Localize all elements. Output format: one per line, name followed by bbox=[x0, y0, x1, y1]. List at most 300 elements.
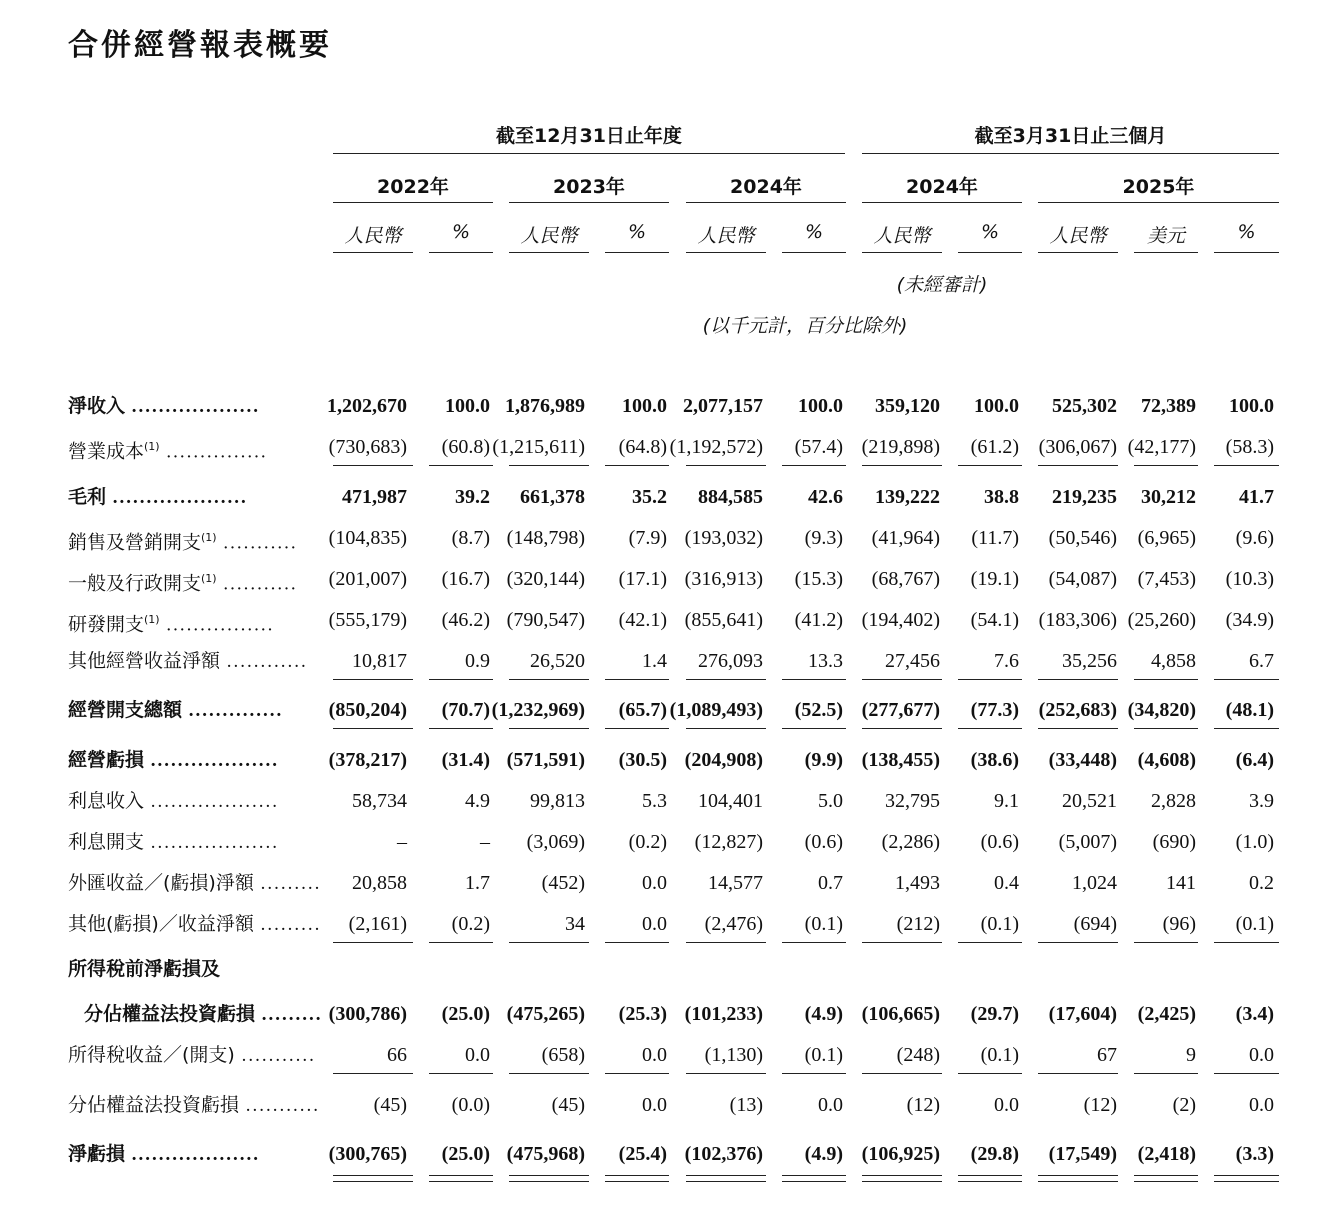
table-cell: 99,813 bbox=[530, 790, 585, 812]
table-cell: 219,235 bbox=[1052, 486, 1117, 508]
table-cell: (106,925) bbox=[861, 1143, 940, 1165]
total-double-rule bbox=[1134, 1175, 1198, 1182]
table-cell: 5.3 bbox=[642, 790, 667, 812]
table-cell: (219,898) bbox=[861, 436, 940, 458]
total-double-rule bbox=[1038, 1175, 1118, 1182]
table-row bbox=[0, 909, 1330, 939]
units-note: (以千元計，百分比除外) bbox=[702, 315, 908, 337]
year-header-2022: 2022年 bbox=[377, 176, 449, 198]
table-cell: 1,493 bbox=[895, 872, 940, 894]
subtotal-rule bbox=[429, 679, 493, 680]
table-cell: (2,476) bbox=[704, 913, 763, 935]
table-cell: (2,286) bbox=[881, 831, 940, 853]
table-cell: 1.7 bbox=[465, 872, 490, 894]
table-cell: (0.2) bbox=[451, 913, 490, 935]
table-cell: 1,024 bbox=[1072, 872, 1117, 894]
subtotal-rule bbox=[862, 942, 942, 943]
subtotal-rule bbox=[958, 679, 1022, 680]
subtotal-rule bbox=[1134, 465, 1198, 466]
subtotal-rule bbox=[782, 942, 846, 943]
subtotal-rule bbox=[958, 1073, 1022, 1074]
table-cell: (2,425) bbox=[1137, 1003, 1196, 1025]
subtotal-rule bbox=[1134, 679, 1198, 680]
table-cell: (34,820) bbox=[1127, 699, 1196, 721]
table-cell: (1.0) bbox=[1235, 831, 1274, 853]
table-cell: (0.1) bbox=[1235, 913, 1274, 935]
table-cell: (106,665) bbox=[861, 1003, 940, 1025]
table-cell: (12) bbox=[906, 1094, 940, 1116]
table-cell: (790,547) bbox=[506, 609, 585, 631]
table-cell: 2,077,157 bbox=[683, 395, 763, 417]
table-row bbox=[0, 523, 1330, 553]
table-cell: 0.0 bbox=[642, 1044, 667, 1066]
table-cell: 32,795 bbox=[885, 790, 940, 812]
table-cell: (193,032) bbox=[684, 527, 763, 549]
table-cell: (7.9) bbox=[628, 527, 667, 549]
table-cell: (54.1) bbox=[970, 609, 1019, 631]
currency-header: 人民幣 bbox=[1049, 225, 1107, 247]
table-cell: 27,456 bbox=[885, 650, 940, 672]
table-cell: 141 bbox=[1166, 872, 1196, 894]
row-label: 毛利 .................... bbox=[68, 486, 248, 508]
table-cell: 1.4 bbox=[642, 650, 667, 672]
table-cell: (16.7) bbox=[441, 568, 490, 590]
table-cell: (378,217) bbox=[328, 749, 407, 771]
total-double-rule bbox=[1214, 1175, 1279, 1182]
table-cell: 0.0 bbox=[642, 1094, 667, 1116]
table-cell: (4,608) bbox=[1137, 749, 1196, 771]
table-cell: (104,835) bbox=[328, 527, 407, 549]
table-cell: 1,876,989 bbox=[505, 395, 585, 417]
row-label: 其他(虧損)／收益淨額 ......... bbox=[68, 913, 322, 935]
table-row bbox=[0, 786, 1330, 816]
row-label: 外匯收益／(虧損)淨額 ......... bbox=[68, 872, 322, 894]
table-cell: (17.1) bbox=[618, 568, 667, 590]
group-underline-quarter bbox=[862, 153, 1279, 154]
table-cell: (61.2) bbox=[970, 436, 1019, 458]
subtotal-rule bbox=[686, 1073, 766, 1074]
table-cell: (0.1) bbox=[980, 913, 1019, 935]
usd-header: 美元 bbox=[1146, 225, 1185, 247]
subtotal-rule bbox=[1134, 1073, 1198, 1074]
table-cell: (248) bbox=[896, 1044, 940, 1066]
subtotal-rule bbox=[862, 465, 942, 466]
table-cell: 0.4 bbox=[994, 872, 1019, 894]
subtotal-rule bbox=[605, 728, 669, 729]
row-label: 一般及行政開支$^{(1)}$ ........... bbox=[68, 572, 298, 595]
table-cell: 0.0 bbox=[818, 1094, 843, 1116]
subtotal-rule bbox=[686, 728, 766, 729]
table-cell: (452) bbox=[541, 872, 585, 894]
table-cell: (850,204) bbox=[328, 699, 407, 721]
table-cell: 39.2 bbox=[455, 486, 490, 508]
table-cell: 0.0 bbox=[1249, 1044, 1274, 1066]
table-cell: (555,179) bbox=[328, 609, 407, 631]
table-cell: 20,858 bbox=[352, 872, 407, 894]
subtotal-rule bbox=[429, 728, 493, 729]
year-underline bbox=[862, 202, 1022, 203]
table-cell: 0.0 bbox=[994, 1094, 1019, 1116]
table-cell: 66 bbox=[387, 1044, 407, 1066]
table-row bbox=[0, 958, 1330, 1029]
table-cell: 4,858 bbox=[1151, 650, 1196, 672]
table-cell: (320,144) bbox=[506, 568, 585, 590]
year-header-2024-q1: 2024年 bbox=[906, 176, 978, 198]
subtotal-rule bbox=[1038, 465, 1118, 466]
page-title: 合併經營報表概要 bbox=[68, 28, 332, 63]
total-double-rule bbox=[686, 1175, 766, 1182]
table-cell: (730,683) bbox=[328, 436, 407, 458]
table-row bbox=[0, 1139, 1330, 1169]
table-cell: (0.0) bbox=[451, 1094, 490, 1116]
row-label: 營業成本$^{(1)}$ ............... bbox=[68, 440, 268, 463]
table-cell: (42.1) bbox=[618, 609, 667, 631]
table-cell: 35.2 bbox=[632, 486, 667, 508]
table-cell: 100.0 bbox=[974, 395, 1019, 417]
subtotal-rule bbox=[686, 679, 766, 680]
table-cell: (9.3) bbox=[804, 527, 843, 549]
total-double-rule bbox=[429, 1175, 493, 1182]
table-cell: (42,177) bbox=[1127, 436, 1196, 458]
currency-underline bbox=[509, 252, 589, 253]
subtotal-rule bbox=[509, 1073, 589, 1074]
subtotal-rule bbox=[782, 679, 846, 680]
subtotal-rule bbox=[862, 1073, 942, 1074]
table-cell: (183,306) bbox=[1038, 609, 1117, 631]
table-cell: 58,734 bbox=[352, 790, 407, 812]
table-cell: (658) bbox=[541, 1044, 585, 1066]
table-cell: (148,798) bbox=[506, 527, 585, 549]
currency-header: 人民幣 bbox=[697, 225, 755, 247]
table-cell: (6,965) bbox=[1137, 527, 1196, 549]
year-underline bbox=[509, 202, 669, 203]
table-cell: (1,130) bbox=[704, 1044, 763, 1066]
subtotal-rule bbox=[509, 942, 589, 943]
table-cell: 41.7 bbox=[1239, 486, 1274, 508]
currency-underline bbox=[1038, 252, 1118, 253]
table-cell: 471,987 bbox=[342, 486, 407, 508]
table-cell: (41.2) bbox=[794, 609, 843, 631]
subtotal-rule bbox=[958, 728, 1022, 729]
table-cell: (4.9) bbox=[804, 1143, 843, 1165]
table-cell: (204,908) bbox=[684, 749, 763, 771]
subtotal-rule bbox=[429, 1073, 493, 1074]
table-cell: (300,765) bbox=[328, 1143, 407, 1165]
subtotal-rule bbox=[333, 679, 413, 680]
percent-header: % bbox=[627, 221, 647, 243]
table-cell: (138,455) bbox=[861, 749, 940, 771]
table-cell: (9.9) bbox=[804, 749, 843, 771]
table-cell: 35,256 bbox=[1062, 650, 1117, 672]
subtotal-rule bbox=[509, 465, 589, 466]
table-cell: (0.1) bbox=[804, 913, 843, 935]
table-row bbox=[0, 391, 1330, 421]
table-cell: (11.7) bbox=[971, 527, 1019, 549]
table-cell: 100.0 bbox=[798, 395, 843, 417]
table-cell: (48.1) bbox=[1225, 699, 1274, 721]
table-cell: (58.3) bbox=[1225, 436, 1274, 458]
table-cell: 26,520 bbox=[530, 650, 585, 672]
table-cell: (1,192,572) bbox=[669, 436, 763, 458]
table-row bbox=[0, 482, 1330, 512]
table-cell: 38.8 bbox=[984, 486, 1019, 508]
table-cell: (13) bbox=[729, 1094, 763, 1116]
subtotal-rule bbox=[429, 942, 493, 943]
subtotal-rule bbox=[1214, 728, 1279, 729]
table-cell: (25.4) bbox=[618, 1143, 667, 1165]
table-cell: (2) bbox=[1172, 1094, 1196, 1116]
table-cell: (8.7) bbox=[451, 527, 490, 549]
table-cell: (38.6) bbox=[970, 749, 1019, 771]
table-cell: (45) bbox=[373, 1094, 407, 1116]
table-cell: 0.0 bbox=[642, 872, 667, 894]
table-cell: 3.9 bbox=[1249, 790, 1274, 812]
currency-header: 人民幣 bbox=[873, 225, 931, 247]
table-cell: 34 bbox=[565, 913, 585, 935]
table-cell: (31.4) bbox=[441, 749, 490, 771]
subtotal-rule bbox=[333, 942, 413, 943]
table-cell: (46.2) bbox=[441, 609, 490, 631]
percent-header: % bbox=[980, 221, 1000, 243]
table-cell: 4.9 bbox=[465, 790, 490, 812]
table-row bbox=[0, 827, 1330, 857]
table-cell: 9 bbox=[1186, 1044, 1196, 1066]
subtotal-rule bbox=[782, 1073, 846, 1074]
table-cell: 0.7 bbox=[818, 872, 843, 894]
table-cell: 100.0 bbox=[622, 395, 667, 417]
table-cell: (4.9) bbox=[804, 1003, 843, 1025]
table-cell: (0.1) bbox=[804, 1044, 843, 1066]
table-cell: 104,401 bbox=[698, 790, 763, 812]
table-cell: 10,817 bbox=[352, 650, 407, 672]
subtotal-rule bbox=[1038, 942, 1118, 943]
table-cell: (2,418) bbox=[1137, 1143, 1196, 1165]
table-cell: 9.1 bbox=[994, 790, 1019, 812]
row-label: 經營開支總額 .............. bbox=[68, 699, 284, 721]
table-cell: (1,232,969) bbox=[491, 699, 585, 721]
subtotal-rule bbox=[1038, 679, 1118, 680]
table-cell: (64.8) bbox=[618, 436, 667, 458]
subtotal-rule bbox=[782, 728, 846, 729]
table-cell: (0.6) bbox=[804, 831, 843, 853]
subtotal-rule bbox=[429, 465, 493, 466]
table-cell: (25.3) bbox=[618, 1003, 667, 1025]
subtotal-rule bbox=[1214, 942, 1279, 943]
table-cell: (1,089,493) bbox=[669, 699, 763, 721]
row-label-line1: 所得稅前淨虧損及 bbox=[68, 958, 221, 980]
table-cell: (96) bbox=[1162, 913, 1196, 935]
table-cell: (0.6) bbox=[980, 831, 1019, 853]
table-cell: (3.3) bbox=[1235, 1143, 1274, 1165]
group-header-quarter: 截至3月31日止三個月 bbox=[974, 125, 1167, 147]
subtotal-rule bbox=[605, 465, 669, 466]
subtotal-rule bbox=[1038, 728, 1118, 729]
table-cell: 525,302 bbox=[1052, 395, 1117, 417]
table-cell: (0.1) bbox=[980, 1044, 1019, 1066]
table-cell: 359,120 bbox=[875, 395, 940, 417]
currency-underline bbox=[1134, 252, 1198, 253]
table-cell: 7.6 bbox=[994, 650, 1019, 672]
table-cell: (7,453) bbox=[1137, 568, 1196, 590]
table-row bbox=[0, 432, 1330, 462]
subtotal-rule bbox=[1214, 465, 1279, 466]
row-label: 利息收入 ................... bbox=[68, 790, 280, 812]
year-header-2024: 2024年 bbox=[730, 176, 802, 198]
table-cell: (15.3) bbox=[794, 568, 843, 590]
table-cell: (52.5) bbox=[794, 699, 843, 721]
table-cell: (68,767) bbox=[871, 568, 940, 590]
subtotal-rule bbox=[1134, 942, 1198, 943]
table-cell: (33,448) bbox=[1048, 749, 1117, 771]
total-double-rule bbox=[605, 1175, 669, 1182]
table-cell: (3,069) bbox=[526, 831, 585, 853]
table-cell: 14,577 bbox=[708, 872, 763, 894]
table-cell: 42.6 bbox=[808, 486, 843, 508]
table-cell: (3.4) bbox=[1235, 1003, 1274, 1025]
table-cell: 276,093 bbox=[698, 650, 763, 672]
table-cell: (855,641) bbox=[684, 609, 763, 631]
subtotal-rule bbox=[605, 942, 669, 943]
table-cell: (475,265) bbox=[506, 1003, 585, 1025]
total-double-rule bbox=[782, 1175, 846, 1182]
total-double-rule bbox=[333, 1175, 413, 1182]
table-cell: 6.7 bbox=[1249, 650, 1274, 672]
percent-header: % bbox=[1237, 221, 1256, 243]
total-double-rule bbox=[509, 1175, 589, 1182]
table-cell: 20,521 bbox=[1062, 790, 1117, 812]
table-cell: (25,260) bbox=[1127, 609, 1196, 631]
table-row bbox=[0, 1040, 1330, 1070]
table-cell: 100.0 bbox=[1229, 395, 1274, 417]
table-row bbox=[0, 605, 1330, 635]
table-cell: 661,378 bbox=[520, 486, 585, 508]
row-label: 分佔權益法投資虧損 ......... bbox=[84, 1003, 323, 1025]
table-row bbox=[0, 1090, 1330, 1120]
total-double-rule bbox=[958, 1175, 1022, 1182]
group-header-annual: 截至12月31日止年度 bbox=[496, 125, 682, 147]
table-cell: 0.2 bbox=[1249, 872, 1274, 894]
table-cell: (9.6) bbox=[1235, 527, 1274, 549]
row-label: 研發開支$^{(1)}$ ................ bbox=[68, 613, 275, 636]
subtotal-rule bbox=[862, 679, 942, 680]
table-cell: (12,827) bbox=[694, 831, 763, 853]
row-label: 其他經營收益淨額 ............ bbox=[68, 650, 308, 672]
table-cell: 0.0 bbox=[642, 913, 667, 935]
table-cell: (2,161) bbox=[348, 913, 407, 935]
table-cell: (102,376) bbox=[684, 1143, 763, 1165]
subtotal-rule bbox=[958, 465, 1022, 466]
currency-header: 人民幣 bbox=[520, 225, 578, 247]
table-cell: (19.1) bbox=[970, 568, 1019, 590]
table-cell: 139,222 bbox=[875, 486, 940, 508]
table-cell: 1,202,670 bbox=[327, 395, 407, 417]
table-cell: 884,585 bbox=[698, 486, 763, 508]
table-cell: (45) bbox=[551, 1094, 585, 1116]
subtotal-rule bbox=[1134, 728, 1198, 729]
unaudited-note: (未經審計) bbox=[896, 274, 988, 296]
table-cell: (277,677) bbox=[861, 699, 940, 721]
year-underline bbox=[333, 202, 493, 203]
table-cell: (30.5) bbox=[618, 749, 667, 771]
table-cell: 2,828 bbox=[1151, 790, 1196, 812]
table-cell: (25.0) bbox=[441, 1003, 490, 1025]
table-cell: (50,546) bbox=[1048, 527, 1117, 549]
table-row bbox=[0, 745, 1330, 775]
subtotal-rule bbox=[509, 728, 589, 729]
table-cell: (77.3) bbox=[970, 699, 1019, 721]
row-label: 淨虧損 ................... bbox=[68, 1143, 261, 1165]
table-cell: 5.0 bbox=[818, 790, 843, 812]
subtotal-rule bbox=[333, 465, 413, 466]
subtotal-rule bbox=[605, 679, 669, 680]
subtotal-rule bbox=[333, 1073, 413, 1074]
table-cell: – bbox=[397, 831, 407, 853]
subtotal-rule bbox=[686, 465, 766, 466]
table-cell: (5,007) bbox=[1058, 831, 1117, 853]
subtotal-rule bbox=[509, 679, 589, 680]
table-cell: (1,215,611) bbox=[492, 436, 585, 458]
table-cell: (316,913) bbox=[684, 568, 763, 590]
currency-header: 人民幣 bbox=[344, 225, 402, 247]
table-cell: 30,212 bbox=[1141, 486, 1196, 508]
table-cell: 0.0 bbox=[1249, 1094, 1274, 1116]
table-cell: 0.0 bbox=[465, 1044, 490, 1066]
table-cell: (17,549) bbox=[1048, 1143, 1117, 1165]
table-cell: (65.7) bbox=[618, 699, 667, 721]
table-cell: (475,968) bbox=[506, 1143, 585, 1165]
currency-underline bbox=[333, 252, 413, 253]
table-cell: (306,067) bbox=[1038, 436, 1117, 458]
subtotal-rule bbox=[1214, 1073, 1279, 1074]
table-row bbox=[0, 564, 1330, 594]
table-cell: (57.4) bbox=[794, 436, 843, 458]
currency-underline bbox=[862, 252, 942, 253]
subtotal-rule bbox=[1038, 1073, 1118, 1074]
year-underline bbox=[686, 202, 846, 203]
table-cell: (571,591) bbox=[506, 749, 585, 771]
table-cell: 13.3 bbox=[808, 650, 843, 672]
table-cell: (17,604) bbox=[1048, 1003, 1117, 1025]
subtotal-rule bbox=[958, 942, 1022, 943]
percent-header: % bbox=[451, 221, 471, 243]
currency-underline bbox=[1214, 252, 1279, 253]
currency-underline bbox=[686, 252, 766, 253]
table-cell: (300,786) bbox=[328, 1003, 407, 1025]
table-cell: 67 bbox=[1097, 1044, 1117, 1066]
table-cell: (12) bbox=[1083, 1094, 1117, 1116]
table-cell: 100.0 bbox=[445, 395, 490, 417]
table-cell: 72,389 bbox=[1141, 395, 1196, 417]
row-label: 淨收入 ................... bbox=[68, 395, 261, 417]
table-cell: (201,007) bbox=[328, 568, 407, 590]
year-header-2023: 2023年 bbox=[553, 176, 625, 198]
table-cell: (6.4) bbox=[1235, 749, 1274, 771]
row-label: 銷售及營銷開支$^{(1)}$ ........... bbox=[68, 531, 298, 554]
table-cell: – bbox=[480, 831, 490, 853]
table-cell: (34.9) bbox=[1225, 609, 1274, 631]
currency-underline bbox=[958, 252, 1022, 253]
year-header-2025-q1: 2025年 bbox=[1122, 176, 1195, 198]
currency-underline bbox=[605, 252, 669, 253]
year-underline bbox=[1038, 202, 1279, 203]
subtotal-rule bbox=[1214, 679, 1279, 680]
table-cell: (212) bbox=[896, 913, 940, 935]
table-row bbox=[0, 646, 1330, 676]
subtotal-rule bbox=[333, 728, 413, 729]
table-cell: (694) bbox=[1073, 913, 1117, 935]
table-cell: (41,964) bbox=[871, 527, 940, 549]
subtotal-rule bbox=[605, 1073, 669, 1074]
